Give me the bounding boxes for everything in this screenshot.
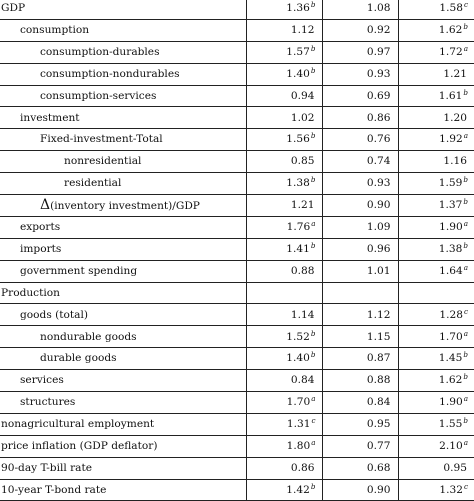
row-label-text: durable goods	[40, 352, 117, 365]
significance-superscript: b	[310, 131, 316, 141]
value-cell-col2	[322, 479, 398, 501]
row-label	[0, 326, 246, 348]
value-text: 1.58	[439, 2, 463, 15]
value-text: 1.01	[366, 264, 391, 277]
value-cell-col1	[246, 195, 322, 217]
value-text: 1.70	[439, 330, 463, 343]
significance-superscript: a	[463, 328, 468, 338]
table-row	[0, 238, 474, 260]
row-label	[0, 282, 246, 304]
table-row	[0, 195, 474, 217]
value-text: 1.40	[286, 352, 310, 365]
value-text: 0.84	[366, 396, 391, 409]
value-text: 1.09	[366, 221, 391, 234]
value-cell-col1	[246, 260, 322, 282]
value-cell-col2	[322, 370, 398, 392]
row-label-text: consumption	[20, 24, 90, 37]
value-cell-col3	[398, 195, 474, 217]
value-cell-col3	[398, 282, 474, 304]
value-text: 0.86	[290, 461, 315, 474]
value-cell-col3	[398, 348, 474, 370]
value-text: 1.42	[286, 483, 310, 496]
value-text: 0.77	[366, 439, 391, 452]
value-cell-col2	[322, 282, 398, 304]
value-text: 1.15	[366, 330, 391, 343]
value-cell-col1	[246, 85, 322, 107]
value-text: 1.76	[286, 221, 311, 234]
value-cell-col2	[322, 107, 398, 129]
table-row	[0, 41, 474, 63]
row-label-text: residential	[64, 177, 122, 190]
significance-superscript: a	[463, 394, 468, 404]
value-text: 1.02	[290, 111, 315, 124]
table-row	[0, 63, 474, 85]
significance-superscript: a	[463, 437, 468, 447]
value-cell-col2	[322, 0, 398, 19]
row-label-text: imports	[20, 242, 62, 255]
value-cell-col3	[398, 479, 474, 501]
row-label	[0, 392, 246, 414]
row-label	[0, 0, 246, 19]
row-label	[0, 216, 246, 238]
value-cell-col2	[322, 19, 398, 41]
row-label	[0, 41, 246, 63]
value-cell-col2	[322, 457, 398, 479]
row-label-text: consumption-durables	[40, 45, 160, 58]
row-label	[0, 435, 246, 457]
value-text: 1.16	[443, 155, 467, 168]
row-label-text: 90-day T-bill rate	[1, 461, 93, 474]
table-row	[0, 457, 474, 479]
value-text: 1.52	[286, 330, 310, 343]
value-text: 0.88	[366, 374, 391, 387]
value-text: 0.95	[443, 461, 467, 474]
row-label	[0, 19, 246, 41]
row-label-text: consumption-nondurables	[40, 67, 180, 80]
row-label	[0, 85, 246, 107]
table-row	[0, 370, 474, 392]
value-text: 0.96	[366, 242, 391, 255]
value-text: 1.21	[443, 67, 467, 80]
table-row	[0, 392, 474, 414]
value-cell-col3	[398, 457, 474, 479]
significance-superscript: b	[310, 350, 316, 360]
row-label-text: consumption-services	[40, 89, 157, 102]
significance-superscript: a	[311, 219, 316, 229]
row-label	[0, 63, 246, 85]
significance-superscript: b	[310, 65, 316, 75]
value-text: 1.08	[366, 2, 391, 15]
value-cell-col1	[246, 173, 322, 195]
value-cell-col3	[398, 370, 474, 392]
significance-superscript: b	[463, 22, 468, 32]
row-label-text: nonresidential	[64, 155, 142, 168]
row-label-text: structures	[20, 396, 76, 409]
value-text: 1.14	[290, 308, 315, 321]
value-cell-col3	[398, 326, 474, 348]
value-cell-col2	[322, 173, 398, 195]
value-text: 1.55	[438, 418, 463, 431]
significance-superscript: b	[310, 175, 316, 185]
table-row	[0, 0, 474, 19]
significance-superscript: b	[463, 372, 468, 382]
value-cell-col2	[322, 260, 398, 282]
row-label-text: GDP	[1, 2, 26, 15]
value-text: 0.87	[366, 352, 391, 365]
significance-superscript: a	[311, 394, 316, 404]
significance-superscript: a	[463, 219, 468, 229]
significance-superscript: a	[463, 262, 468, 272]
significance-superscript: b	[463, 350, 468, 360]
value-cell-col3	[398, 63, 474, 85]
value-text: 1.31	[286, 418, 311, 431]
value-cell-col3	[398, 260, 474, 282]
value-cell-col3	[398, 216, 474, 238]
row-label	[0, 413, 246, 435]
row-label-text: Fixed-investment-Total	[40, 133, 163, 146]
value-cell-col3	[398, 238, 474, 260]
value-text: 1.56	[286, 133, 310, 146]
value-text: 1.61	[438, 89, 463, 102]
value-text: 1.36	[286, 2, 310, 15]
row-label-text: nonagricultural employment	[1, 418, 155, 431]
row-label	[0, 129, 246, 151]
value-text: 1.90	[439, 221, 463, 234]
value-text: 1.72	[439, 45, 463, 58]
value-text: 1.92	[439, 133, 463, 146]
value-cell-col3	[398, 0, 474, 19]
value-text: 0.69	[366, 89, 391, 102]
value-text: 1.90	[439, 396, 463, 409]
value-text: 1.38	[286, 177, 310, 190]
value-text: 2.10	[439, 439, 463, 452]
row-label	[0, 479, 246, 501]
value-cell-col1	[246, 370, 322, 392]
value-cell-col3	[398, 392, 474, 414]
significance-superscript: b	[463, 175, 468, 185]
value-cell-col2	[322, 85, 398, 107]
value-text: 0.86	[366, 111, 391, 124]
value-text: 1.21	[290, 199, 315, 212]
significance-superscript: a	[311, 437, 316, 447]
value-cell-col3	[398, 435, 474, 457]
value-cell-col3	[398, 151, 474, 173]
value-text: 0.76	[366, 133, 391, 146]
value-text: 1.32	[439, 483, 463, 496]
value-cell-col2	[322, 129, 398, 151]
value-cell-col1	[246, 435, 322, 457]
table-row	[0, 348, 474, 370]
row-label	[0, 370, 246, 392]
table-row	[0, 260, 474, 282]
significance-superscript: a	[463, 43, 468, 53]
table-row	[0, 304, 474, 326]
row-label-text: 10-year T-bond rate	[1, 483, 107, 496]
significance-superscript: b	[310, 0, 316, 10]
value-text: 0.88	[290, 264, 315, 277]
value-cell-col1	[246, 282, 322, 304]
value-cell-col3	[398, 304, 474, 326]
table-row	[0, 173, 474, 195]
value-cell-col3	[398, 129, 474, 151]
value-cell-col1	[246, 413, 322, 435]
value-text: 0.95	[366, 418, 391, 431]
value-text: 1.20	[443, 111, 467, 124]
row-label	[0, 238, 246, 260]
table-row	[0, 326, 474, 348]
value-cell-col2	[322, 238, 398, 260]
significance-superscript: b	[463, 197, 468, 207]
value-cell-col2	[322, 392, 398, 414]
value-text: 1.41	[286, 242, 310, 255]
value-text: 1.37	[438, 199, 463, 212]
row-label-text: investment	[20, 111, 80, 124]
value-cell-col3	[398, 19, 474, 41]
value-cell-col2	[322, 63, 398, 85]
value-text: 1.28	[439, 308, 463, 321]
table-row	[0, 282, 474, 304]
row-label	[0, 348, 246, 370]
significance-superscript: b	[310, 240, 316, 250]
value-cell-col2	[322, 326, 398, 348]
row-label-text: goods (total)	[20, 308, 88, 321]
value-cell-col2	[322, 304, 398, 326]
value-cell-col1	[246, 479, 322, 501]
value-cell-col3	[398, 413, 474, 435]
value-cell-col1	[246, 0, 322, 19]
value-cell-col1	[246, 19, 322, 41]
row-label	[0, 151, 246, 173]
value-text: 0.85	[290, 155, 315, 168]
value-text: 0.93	[366, 67, 391, 80]
value-text: 1.38	[438, 242, 463, 255]
value-cell-col1	[246, 63, 322, 85]
value-cell-col3	[398, 41, 474, 63]
table-row	[0, 129, 474, 151]
table-row	[0, 19, 474, 41]
table-row	[0, 107, 474, 129]
value-cell-col2	[322, 195, 398, 217]
value-text: 1.62	[438, 24, 463, 37]
significance-superscript: b	[310, 43, 316, 53]
value-text: 1.59	[438, 177, 463, 190]
value-cell-col3	[398, 173, 474, 195]
value-cell-col1	[246, 129, 322, 151]
value-text: 1.12	[366, 308, 391, 321]
value-cell-col1	[246, 392, 322, 414]
significance-superscript: b	[463, 240, 468, 250]
value-text: 0.90	[366, 199, 391, 212]
value-cell-col3	[398, 85, 474, 107]
significance-superscript: b	[310, 328, 316, 338]
table-row	[0, 85, 474, 107]
value-cell-col3	[398, 107, 474, 129]
value-text: 1.80	[286, 439, 311, 452]
row-label	[0, 457, 246, 479]
row-label-text: price inflation (GDP deflator)	[1, 439, 158, 452]
row-label	[0, 195, 246, 217]
significance-superscript: b	[463, 416, 468, 426]
row-label	[0, 304, 246, 326]
value-cell-col2	[322, 413, 398, 435]
row-label-text: services	[20, 374, 64, 387]
row-label-text: (inventory investment)/GDP	[50, 200, 200, 213]
value-text: 0.93	[366, 177, 391, 190]
value-text: 1.45	[438, 352, 463, 365]
value-text: 0.90	[366, 483, 391, 496]
significance-superscript: c	[463, 306, 468, 316]
value-cell-col1	[246, 41, 322, 63]
significance-superscript: a	[463, 131, 468, 141]
table-row	[0, 216, 474, 238]
row-label	[0, 173, 246, 195]
value-text: 1.12	[290, 24, 315, 37]
value-text: 1.64	[439, 264, 463, 277]
value-text: 1.40	[286, 67, 310, 80]
row-label-text: Production	[1, 286, 60, 299]
value-cell-col1	[246, 304, 322, 326]
table-row	[0, 151, 474, 173]
significance-superscript: b	[310, 481, 316, 491]
value-text: 0.68	[366, 461, 391, 474]
value-cell-col1	[246, 326, 322, 348]
value-cell-col1	[246, 457, 322, 479]
table-row	[0, 413, 474, 435]
value-text: 0.74	[366, 155, 391, 168]
value-cell-col2	[322, 41, 398, 63]
table-row	[0, 435, 474, 457]
value-cell-col1	[246, 107, 322, 129]
value-text: 1.70	[286, 396, 311, 409]
value-cell-col1	[246, 238, 322, 260]
value-cell-col2	[322, 151, 398, 173]
row-label-text: government spending	[20, 264, 138, 277]
value-cell-col2	[322, 435, 398, 457]
value-cell-col2	[322, 348, 398, 370]
value-text: 0.84	[290, 374, 315, 387]
significance-superscript: b	[463, 87, 468, 97]
value-text: 0.92	[366, 24, 391, 37]
value-cell-col1	[246, 151, 322, 173]
row-label-text: nondurable goods	[40, 330, 137, 343]
value-cell-col1	[246, 216, 322, 238]
table-row	[0, 479, 474, 501]
row-label	[0, 260, 246, 282]
significance-superscript: c	[463, 0, 468, 10]
significance-superscript: c	[463, 481, 468, 491]
value-text: 0.97	[366, 45, 391, 58]
value-cell-col2	[322, 216, 398, 238]
significance-superscript: c	[311, 416, 316, 426]
row-label-text: exports	[20, 221, 61, 234]
row-label	[0, 107, 246, 129]
delta-symbol: Δ	[40, 197, 51, 214]
value-cell-col1	[246, 348, 322, 370]
value-text: 0.94	[290, 89, 315, 102]
value-text: 1.62	[438, 374, 463, 387]
value-text: 1.57	[286, 45, 310, 58]
